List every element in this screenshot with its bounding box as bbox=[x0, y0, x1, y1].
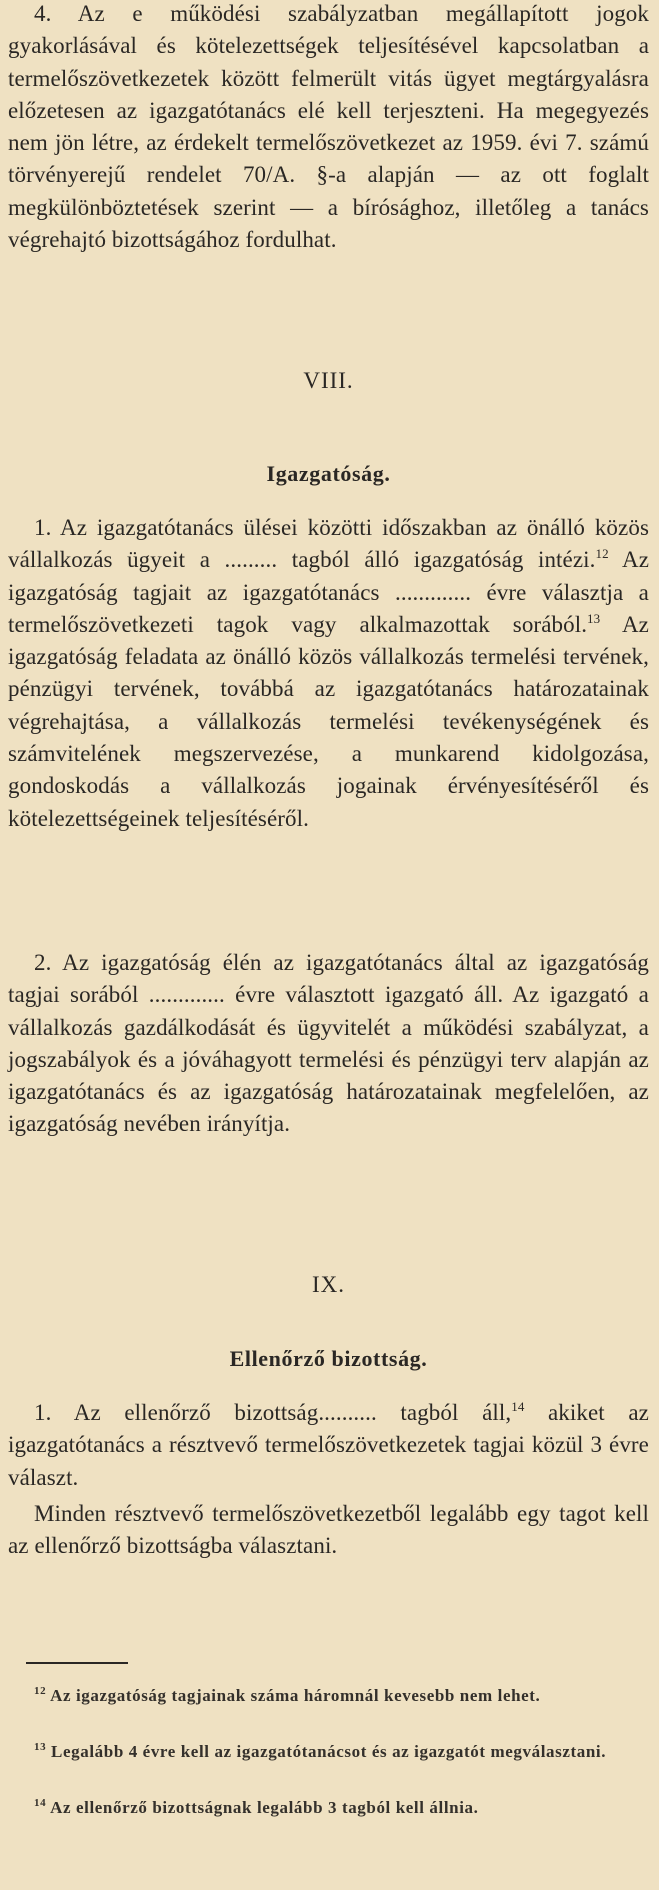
paragraph-viii-1-text-b: Az igazgatóság tagjait az igazgatótanács ............. évre választja a termelőszövetkezeti tagok vagy alkalmazottak sorából. bbox=[8, 547, 649, 637]
footnote-text: Az igazgatóság tagjainak száma háromnál kevesebb nem lehet. bbox=[46, 1686, 541, 1705]
footnote-text: Az ellenőrző bizottságnak legalább 3 tagból kell állnia. bbox=[46, 1798, 479, 1817]
paragraph-ix-2: Minden résztvevő termelőszövetkezetből legalább egy tagot kell az ellenőrző bizottságba választani. bbox=[8, 1501, 649, 1559]
paragraph-vii-4: 4. Az e működési szabályzatban megállapított jogok gyakorlásával és kötelezettségek teljesítésével kapcsolatban a termelőszövetkezetek között felmerült vitás ügyet megtárgyalásra előzetesen az igazgatótanács elé kell terjeszteni. Ha megegyezés nem jön létre, az érdekelt termelőszövetkezet az 1959. évi 7. számú törvényerejű rendelet 70/A. §-a alapján — az ott foglalt megkülönböztetések szerint — a bírósághoz, illetőleg a tanács végrehajtó bizottságához fordulhat. bbox=[8, 1, 649, 253]
paragraph-viii-2: 2. Az igazgatóság élén az igazgatótanács által az igazgatóság tagjai sorából ............. évre választott igazgató áll. Az igazgató a vállalkozás gazdálkodását és ügyvitelét a működési szabályzat, a jogszabályok és a jóváhagyott termelési és pénzügyi terv alapján az igazgatótanács és az igazgatóság határozatainak megfelelően, az igazgatóság nevében irányítja. bbox=[8, 950, 649, 1137]
paragraph-viii-1-text-a: 1. Az igazgatótanács ülései közötti időszakban az önálló közös vállalkozás ügyeit a ......... tagból álló igazgatóság intézi. bbox=[8, 515, 649, 573]
paragraph-ix-1-text-b: akiket az igazgatótanács a résztvevő termelőszövetkezetek tagjai közül 3 évre választ. bbox=[8, 1400, 649, 1490]
footnote-ref-13: 13 bbox=[587, 610, 601, 626]
footnote-separator bbox=[26, 1662, 128, 1664]
paragraph-ix-1-text-a: 1. Az ellenőrző bizottság.......... tagból áll, bbox=[34, 1400, 512, 1425]
footnote-text: Legalább 4 évre kell az igazgatótanácsot és az igazgatót megválasztani. bbox=[46, 1742, 607, 1761]
paragraph-viii-1 bbox=[8, 512, 649, 835]
paragraph-ix-1 bbox=[8, 1397, 649, 1494]
footnote-13 bbox=[8, 1740, 649, 1765]
footnote-14 bbox=[8, 1796, 649, 1821]
footnote-ref-12: 12 bbox=[595, 546, 609, 562]
footnote-mark: 12 bbox=[34, 1685, 47, 1697]
footnote-ref-14: 14 bbox=[511, 1399, 525, 1414]
paragraph-viii-1-text-c: Az igazgatóság feladata az önálló közös vállalkozás termelési tervének, pénzügyi tervének, továbbá az igazgatótanács határozatainak végrehajtása, a vállalkozás termelési tevékenységének és számvitelének megszervezése, a munkarend kidolgozása, gondoskodás a vállalkozás jogainak érvényesítéséről és kötelezettségeinek teljesítéséről. bbox=[8, 611, 649, 831]
section-number-viii: VIII. bbox=[303, 368, 354, 393]
footnote-12 bbox=[8, 1684, 649, 1709]
footnote-mark: 13 bbox=[34, 1741, 47, 1753]
section-title-ix: Ellenőrző bizottság. bbox=[229, 1346, 428, 1371]
section-title-viii: Igazgatóság. bbox=[266, 461, 391, 486]
section-number-ix: IX. bbox=[311, 1272, 346, 1297]
footnote-mark: 14 bbox=[34, 1797, 47, 1809]
